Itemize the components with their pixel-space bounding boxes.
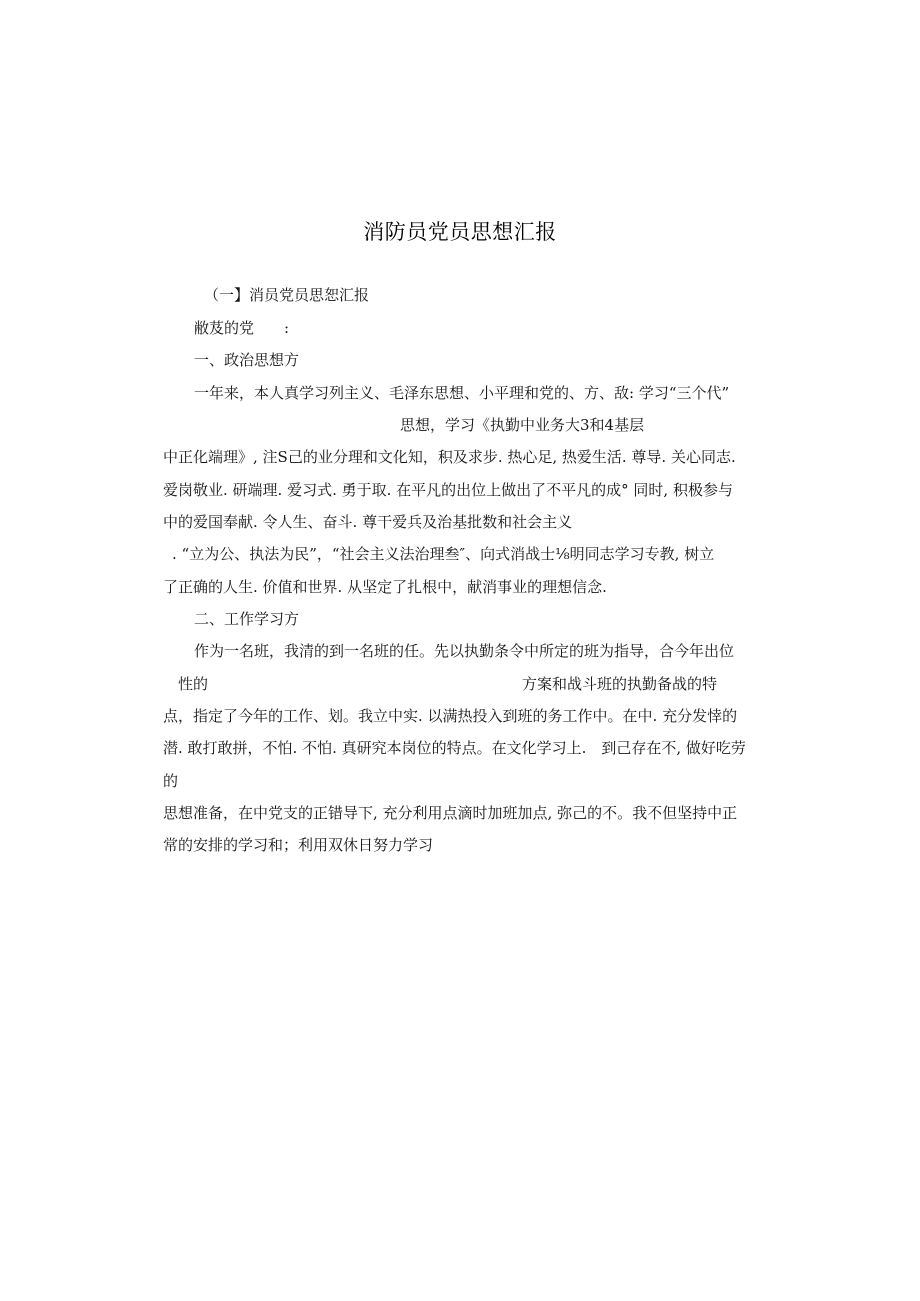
body-line: 中正化端理》, 注S己的业分理和文化知，积及求步. 热心足, 热爱生活. 尊导. 关心同志.	[163, 448, 736, 466]
body-line: 一年来，本人真学习列主义、毛泽东思想、小平理和党的、方、敌: 学习“三个代”	[194, 384, 730, 402]
subheading-work-study: 二、工作学习方	[194, 610, 300, 628]
body-line: 点，指定了今年的工作、划。我立中实. 以满热投入到班的务工作中。在中. 充分发悻的	[163, 707, 738, 725]
body-line: 作为一名班，我清的到一名班的任。先以执勤条令中所定的班为指导，合今年出位	[194, 642, 735, 660]
body-line: 爱岗敬业. 研端理. 爱习式. 勇于取. 在平凡的出位上做出了不平凡的成° 同时, 积极参与	[163, 481, 733, 499]
body-line: 潜. 敢打敢拼，不怕. 不怕. 真研究本岗位的特点。在文化学习上. 到己存在不, 做好吃劳	[163, 739, 746, 757]
body-line: . “立为公、执法为民”，“社会主义法治理叁″、向式消战士⅛明同志学习专教, 树立	[172, 545, 715, 563]
body-line: 思想，学习《执勤中业务大3和4基层	[400, 416, 645, 434]
body-line: 中的爱国奉献. 令人生、奋斗. 尊干爱兵及治基批数和社会主义	[163, 513, 573, 531]
subheading-politics: 一、政治思想方	[194, 351, 300, 369]
body-line: 了正确的人生. 价值和世界. 从坚定了扎根中，献消事业的理想信念.	[163, 578, 607, 596]
body-line: 的	[163, 772, 179, 790]
body-line: 常的安排的学习和；利用双休日努力学习	[163, 836, 434, 854]
salutation: 敝芨的党 :	[194, 319, 290, 337]
document-title: 消防员党员思想汇报	[363, 220, 557, 244]
body-line: 性的	[178, 675, 209, 693]
body-line: 方案和战斗班的执勤备战的特	[522, 675, 718, 693]
body-line: 思想准备，在中党支的正错导下, 充分利用点滴时加班加点, 弥己的不。我不但坚持中正	[163, 804, 738, 822]
section-heading: （一】消员党员思恕汇报	[204, 286, 370, 304]
